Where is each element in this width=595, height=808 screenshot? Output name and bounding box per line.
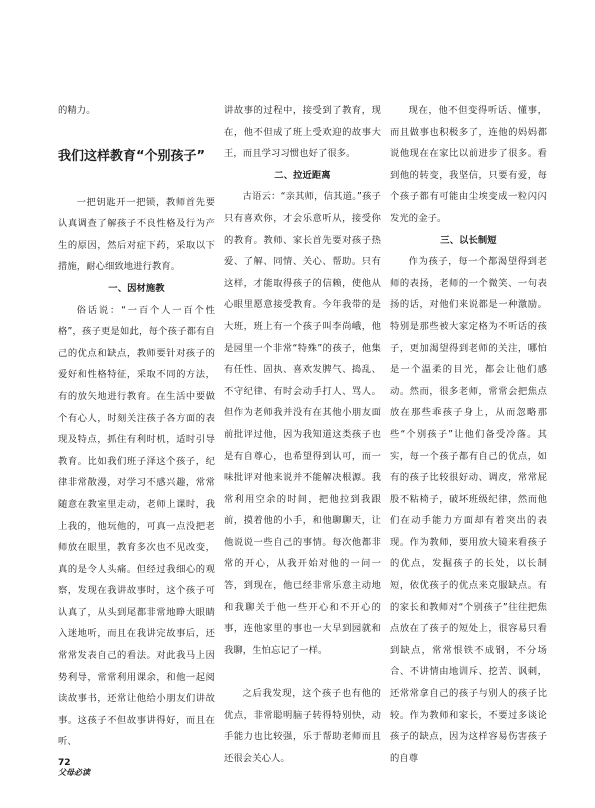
article-title: 我们这样教育“个别孩子”	[58, 148, 206, 164]
text-column-2	[224, 100, 381, 769]
page-number: 72	[58, 758, 71, 768]
paragraph-intro: 一把钥匙开一把锁，教师首先要认真调查了解孩子不良性格及行为产生的原因，然后对症下药，采取以下措施，耐心细致地进行教育。	[58, 196, 215, 273]
paragraph-continuation: 的精力。	[58, 105, 96, 116]
magazine-logo: 父母必读	[58, 768, 90, 777]
paragraph-section-3: 作为孩子，每一个都渴望得到老师的表扬，老师的一个微笑、一句表扬的话，对他们来说都是一种激励。特别是那些被大家定格为不听话的孩子，更加渴望得到老师的关注，哪怕是一个温柔的目光，都会让他们感动。然而，很多老师，常常会把焦点放在那些乖孩子身上，从而忽略那些“个别孩子”让他们备受冷落。其实，每一个孩子都有自己的优点，如有的孩子比较很好动、调皮，常常屁股不粘椅子，破坏班级纪律，然而他们在动手能力方面却有着突出的表现。作为教师，要用放大镜来看孩子的优点，发掘孩子的长处，以长制短，依优孩子的优点来克服缺点。有的家长和教师对“个别孩子”往往把焦点放在了孩子的短处上，很容易只看到缺点，常常恨铁不成钢，不分场合、不讲情由地训斥、挖苦、讽刺，还常常拿自己的孩子与别人的孩子比较。作为教师和家长，不要过多谈论孩子的缺点，因为这样容易伤害孩子的自尊	[390, 256, 547, 764]
section-heading-3: 三、以长制短	[440, 234, 497, 246]
paragraph-section-2a: 古语云：“亲其师，信其道。”孩子只有喜欢你，才会乐意听从，接受你的教育。教师、家长首先要对孩子热爱、了解、同情、关心、帮助。只有这样，才能取得孩子的信赖，使他从心眼里愿意接受教育。今年我带的是大班，班上有一个孩子叫李尚峨，他是园里一个非常“特殊”的孩子，他集有任性、固执、喜欢发脾气、捣乱、不守纪律、有时会动手打人、骂人。但作为老师我并没有在其他小朋友面前批评过他，因为我知道这类孩子也是有自尊心，也希望得到认可，而一味批评对他来说并不能解决根源。我常利用空余的时间，把他拉到我跟前，摸着他的小手，和他聊聊天，让他说说一些自己的事情。每次他都非常的开心，从我开始对他的一问一答，到现在，他已经非常乐意主动地和我聊关于他一些开心和不开心的事，连他家里的事也一大早到园就和我聊，生怕忘记了一样。	[224, 191, 381, 656]
paragraph-continuation: 现在，他不但变得听话、懂事，而且做事也积极多了，连他的妈妈都说他现在在家比以前进步了很多。看到他的转变，我坚信，只要有爱，每个孩子都有可能由尘埃变成一粒闪闪发光的金子。	[390, 105, 547, 224]
section-heading-1: 一、因材施教	[108, 282, 165, 294]
text-column-3	[390, 100, 547, 769]
text-column-1	[58, 100, 215, 753]
paragraph-section-1: 俗话说：“一百个人一百个性格”，孩子更是如此，每个孩子都有自己的优点和缺点，教师要针对孩子的爱好和性格特征，采取不同的方法，有的放矢地进行教育。在生活中要做个有心人，时刻关注孩子各方面的表现及特点，抓住有利时机，适时引导教育。比如我们班子泽这个孩子，纪律非常散漫，对学习不感兴趣，常常随意在教室里走动，老师上课时，我上我的，他玩他的，可真一点没把老师放在眼里，教育多次也不见改变，真的是令人头痛。但经过我细心的观察，发现在我讲故事时，这个孩子可认真了，从头到尾都非常地睁大眼睛入迷地听，而且在我讲完故事后，还常常发表自己的看法。对此我马上因势利导，常常利用课余，和他一起阅读故事书，还常让他给小朋友们讲故事。这孩子不但故事讲得好，而且在听、	[58, 304, 215, 748]
section-heading-2: 二、拉近距离	[274, 169, 331, 181]
paragraph-section-2b: 之后我发现，这个孩子也有他的优点，非常聪明脑子转得特别快，动手能力也比较强，乐于帮助老师而且还很会关心人。	[224, 688, 381, 764]
paragraph-continuation: 讲故事的过程中，接受到了教育，现在，他不但成了班上受欢迎的故事大王，而且学习习惯也好了很多。	[224, 105, 381, 160]
